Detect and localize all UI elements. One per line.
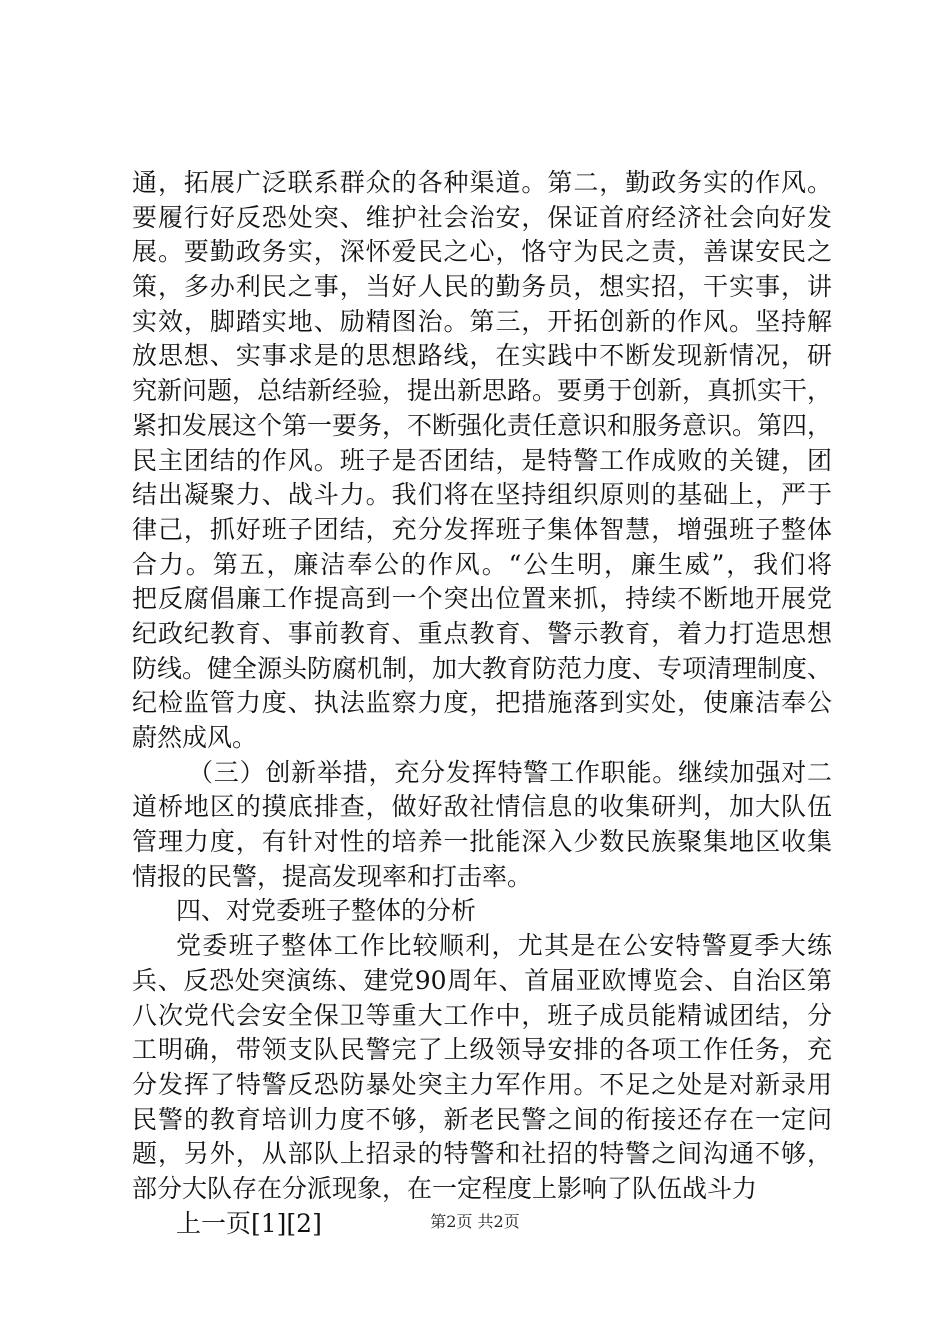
text-line: 把反腐倡廉工作提高到一个突出位置来抓，持续不断地开展党 xyxy=(132,584,832,614)
text-line: 究新问题，总结新经验，提出新思路。要勇于创新，真抓实干， xyxy=(132,376,833,406)
text-line: 情报的民警，提高发现率和打击率。 xyxy=(132,861,533,891)
text-line: 分发挥了特警反恐防暴处突主力军作用。不足之处是对新录用 xyxy=(132,1069,832,1099)
text-line: 兵、反恐处突演练、建党90周年、首届亚欧博览会、自治区第 xyxy=(132,965,832,995)
text-line: 结出凝聚力、战斗力。我们将在坚持组织原则的基础上，严于 xyxy=(132,480,832,510)
text-line: 要履行好反恐处突、维护社会治安，保证首府经济社会向好发 xyxy=(132,202,832,232)
text-line: 放思想、实事求是的思想路线，在实践中不断发现新情况，研 xyxy=(132,341,832,371)
text-line: 纪检监管力度、执法监察力度，把措施落到实处，使廉洁奉公 xyxy=(132,688,832,718)
text-line: 展。要勤政务实，深怀爱民之心，恪守为民之责，善谋安民之 xyxy=(132,237,832,267)
text-line: 管理力度，有针对性的培养一批能深入少数民族聚集地区收集 xyxy=(132,827,832,857)
text-line: 实效，脚踏实地、励精图治。第三，开拓创新的作风。坚持解 xyxy=(132,306,832,336)
text-line: 民主团结的作风。班子是否团结，是特警工作成败的关键，团 xyxy=(132,445,832,475)
text-line: 策，多办利民之事，当好人民的勤务员，想实招，干实事，讲 xyxy=(132,272,832,302)
text-line: 民警的教育培训力度不够，新老民警之间的衔接还存在一定问 xyxy=(132,1104,832,1134)
text-line: 八次党代会安全保卫等重大工作中，班子成员能精诚团结，分 xyxy=(132,1000,832,1030)
text-line: 紧扣发展这个第一要务，不断强化责任意识和服务意识。第四， xyxy=(132,410,833,440)
text-line: 合力。第五，廉洁奉公的作风。“公生明，廉生威”，我们将 xyxy=(132,549,832,579)
page-footer xyxy=(0,1209,950,1232)
prev-page-link[interactable]: 上一页[1][2] xyxy=(176,1208,322,1238)
text-line: 道桥地区的摸底排查，做好敌社情信息的收集研判，加大队伍 xyxy=(132,792,832,822)
text-line: 题，另外，从部队上招录的特警和社招的特警之间沟通不够， xyxy=(132,1139,832,1169)
page-number-label: 第2页 共2页 xyxy=(430,1212,520,1231)
text-line: 通，拓展广泛联系群众的各种渠道。第二，勤政务实的作风。 xyxy=(132,168,832,197)
text-line: 纪政纪教育、事前教育、重点教育、警示教育，着力打造思想 xyxy=(132,618,832,648)
text-line: 部分大队存在分派现象，在一定程度上影响了队伍战斗力 xyxy=(132,1173,758,1203)
text-line: 蔚然成风。 xyxy=(132,723,258,752)
section-four-heading: 四、对党委班子整体的分析 xyxy=(176,896,477,926)
text-line: 工明确，带领支队民警完了上级领导安排的各项工作任务，充 xyxy=(132,1035,832,1065)
text-line: 党委班子整体工作比较顺利，尤其是在公安特警夏季大练 xyxy=(176,931,832,961)
text-line: 律己，抓好班子团结，充分发挥班子集体智慧，增强班子整体 xyxy=(132,514,832,544)
body-text xyxy=(132,166,832,1241)
section-three-heading-line: （三）创新举措，充分发挥特警工作职能。继续加强对二 xyxy=(188,757,832,787)
text-line: 防线。健全源头防腐机制，加大教育防范力度、专项清理制度、 xyxy=(132,653,833,683)
